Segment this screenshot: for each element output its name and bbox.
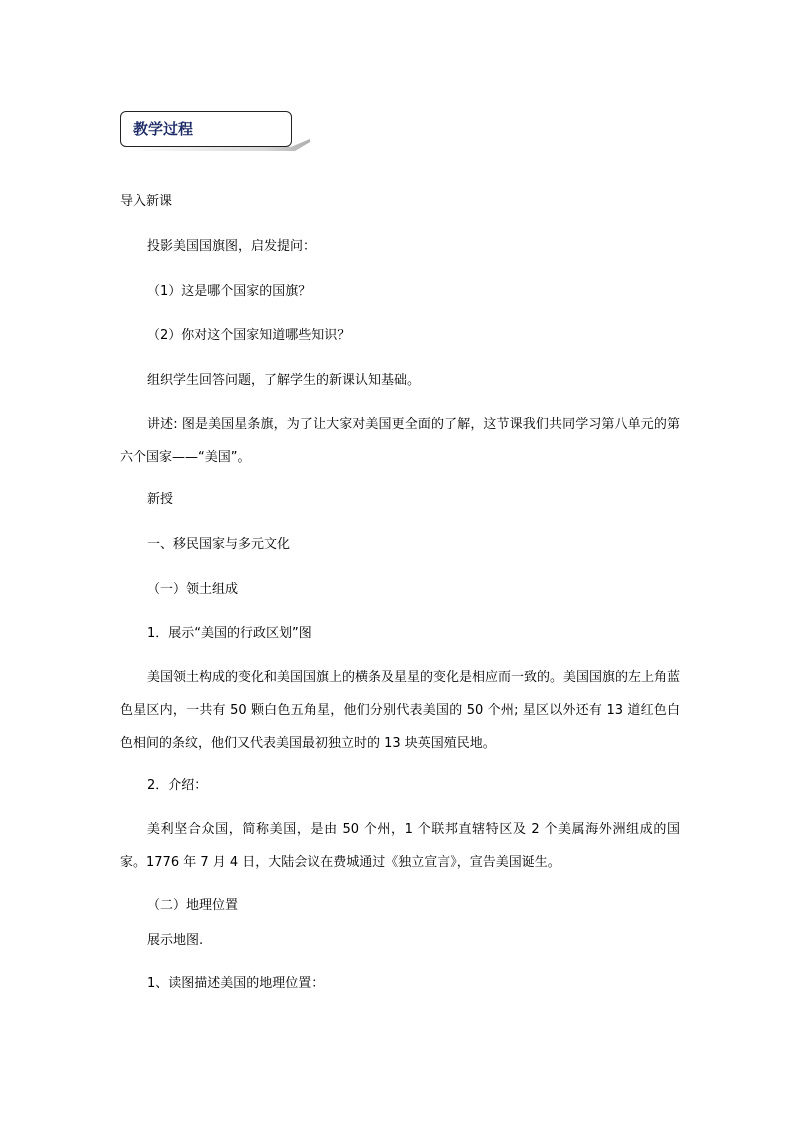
subsection-title-territory: （一）领土组成 <box>147 582 239 597</box>
paragraph-lecture: 讲述: 图是美国星条旗，为了让大家对美国更全面的了解，这节课我们共同学习第八单元的第六个国家——“美国”。 <box>120 417 680 465</box>
paragraph-new-lesson: 新授 <box>147 492 174 507</box>
section-title-1: 一、移民国家与多元文化 <box>147 537 291 552</box>
section-heading-box <box>120 111 292 147</box>
section-heading: 教学过程 <box>133 120 194 138</box>
subsection-title-location: （二）地理位置 <box>147 898 239 913</box>
paragraph-show-map: 展示地图. <box>147 933 204 948</box>
question-2: （2）你对这个国家知道哪些知识？ <box>147 328 351 343</box>
item-describe-location: 1、读图描述美国的地理位置： <box>147 976 325 991</box>
paragraph-usa-overview: 美利坚合众国，简称美国，是由 50 个州，1 个联邦直辖特区及 2 个美属海外洲组成的国家。1776 年 7 月 4 日，大陆会议在费城通过《独立宣言》，宣告美国诞生。 <box>120 822 680 870</box>
paragraph-lead-in: 导入新课 <box>120 194 173 209</box>
item-show-map: 1．展示“美国的行政区划”图 <box>147 626 312 641</box>
item-introduction: 2．介绍： <box>147 778 208 793</box>
paragraph-organize: 组织学生回答问题，了解学生的新课认知基础。 <box>147 373 421 388</box>
question-1: （1）这是哪个国家的国旗？ <box>147 284 312 299</box>
paragraph-projection: 投影美国国旗图，启发提问： <box>147 239 317 254</box>
paragraph-flag-explanation: 美国领土构成的变化和美国国旗上的横条及星星的变化是相应而一致的。美国国旗的左上角蓝色星区内，一共有 50 颗白色五角星，他们分别代表美国的 50 个州; 星区以外还有 13 道红色白色相间的条纹，他们又代表美国最初独立时的 13 块英国殖民地。 <box>120 670 681 751</box>
